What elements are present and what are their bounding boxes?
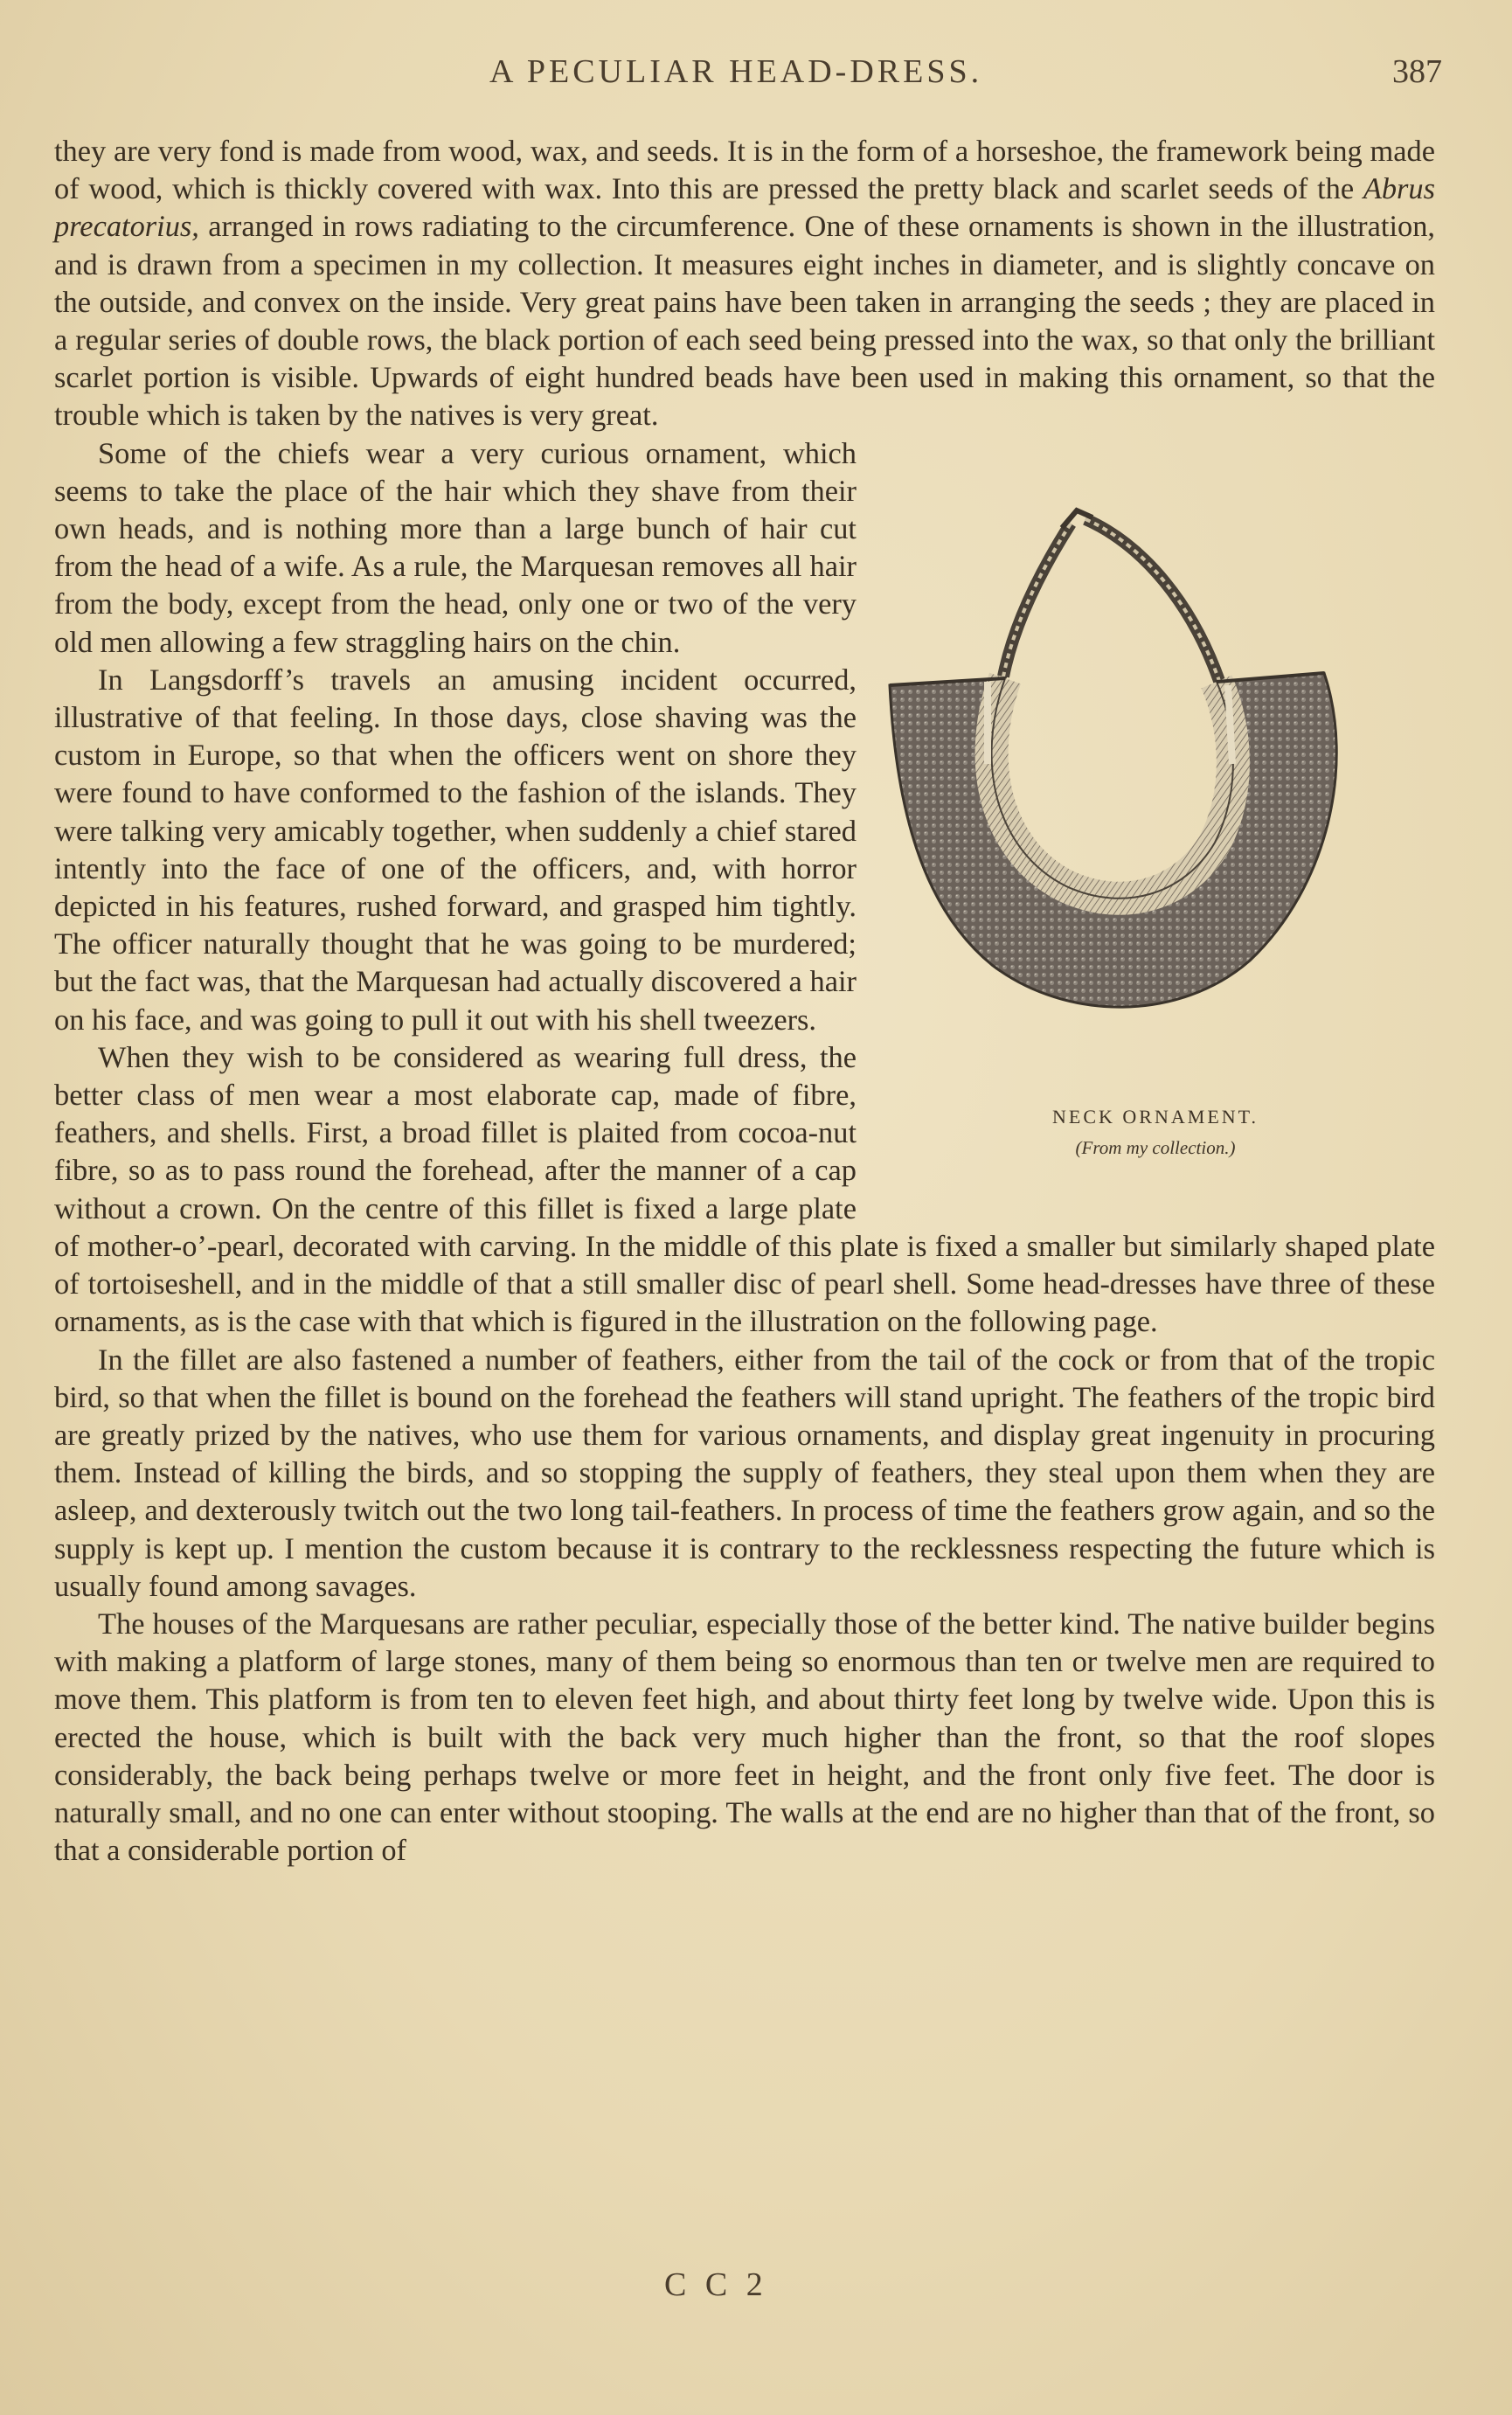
- neck-ornament-figure: [876, 435, 1435, 1200]
- running-title: A PECULIAR HEAD-DRESS.: [489, 53, 983, 90]
- body-text: [54, 133, 1435, 1870]
- paragraph-1: [54, 133, 1435, 435]
- paragraph-3: In Langsdorff’s travels an amusing incident occurred, illustrative of that feeling. In those days, close shaving was the custom in Europe, so that when the officers went on shore they were found to have conformed to the fashion of the islands. They were talking very amicably together, when suddenly a chief stared intently into the face of one of the officers, and, with horror depicted in his features, rushed forward, and grasped him tightly. The officer naturally thought that he was going to be murdered; but the fact was, that the Marquesan had actually discovered a hair on his face, and was going to pull it out with his shell tweezers.: [54, 663, 857, 1037]
- paragraph-4: When they wish to be considered as wearing full dress, the better class of men wear a most elaborate cap, made of fibre, feathers, and shells. First, a broad fillet is plaited from cocoa-nut fibre, so as to pass round the forehead, after the manner of a cap without a crown. On the centre of this fillet is fixed a large plate of mother-o’-pearl, decorated with carving. In the middle of this plate is fixed a smaller but similarly shaped plate of tortoiseshell, and in the middle of that a still smaller disc of pearl shell. Some head-dresses have three of these ornaments, as is the case with that which is figured in the illustration on the following page.: [54, 1040, 1435, 1339]
- paragraph-1-part-a: they are very fond is made from wood, wax, and seeds. It is in the form of a horseshoe, the framework being made of wood, which is thickly covered with wax. Into this are pressed the pretty black and scarlet seeds of the: [54, 135, 1435, 206]
- paragraph-2: Some of the chiefs wear a very curious ornament, which seems to take the place of the hair which they shave from their own heads, and is nothing more than a large bunch of hair cut from the head of a wife. As a rule, the Marquesan removes all hair from the body, except from the head, only one or two of the very old men allowing a few straggling hairs on the chin.: [54, 436, 857, 659]
- species-name: Abrus precatorius,: [54, 172, 1435, 244]
- paragraph-1-part-b: arranged in rows radiating to the circumference. One of these ornaments is shown in the illustration, and is drawn from a specimen in my collection. It measures eight inches in diameter, and is slightly concave on the outside, and convex on the inside. Very great pains have been taken in arranging the seeds ; they are placed in a regular series of double rows, the black portion of each seed being pressed into the wax, so that only the brilliant scarlet portion is visible. Upwards of eight hundred beads have been used in making this ornament, so that the trouble which is taken by the natives is very great.: [54, 210, 1435, 433]
- paragraph-6: The houses of the Marquesans are rather peculiar, especially those of the better kind. The native builder begins with making a platform of large stones, many of them being so enormous than ten or twelve men are required to move them. This platform is from ten to eleven feet high, and about thirty feet long by twelve wide. Upon this is erected the house, which is built with the back very much higher than the front, so that the roof slopes considerably, the back being perhaps twelve or more feet in height, and the front only five feet. The door is naturally small, and no one can enter without stooping. The walls at the end are no higher than that of the front, so that a considerable portion of: [54, 1607, 1435, 1868]
- figure-caption: NECK ORNAMENT.: [1052, 1105, 1259, 1128]
- neck-ornament-illustration: [883, 475, 1433, 1087]
- running-head: [0, 52, 1512, 100]
- paragraph-5: In the fillet are also fastened a number of feathers, either from the tail of the cock or from that of the tropic bird, so that when the fillet is bound on the forehead the feathers will stand upright. The feathers of the tropic bird are greatly prized by the natives, who use them for various ornaments, and display great ingenuity in procuring them. Instead of killing the birds, and so stopping the supply of feathers, they steal upon them when they are asleep, and dexterously twitch out the two long tail-feathers. In process of time the feathers grow again, and so the supply is kept up. I mention the custom because it is contrary to the recklessness respecting the future which is usually found among savages.: [54, 1343, 1435, 1603]
- signature-mark: C C 2: [664, 2266, 768, 2303]
- figure-credit: (From my collection.): [1075, 1136, 1236, 1158]
- page-number: 387: [1392, 53, 1442, 90]
